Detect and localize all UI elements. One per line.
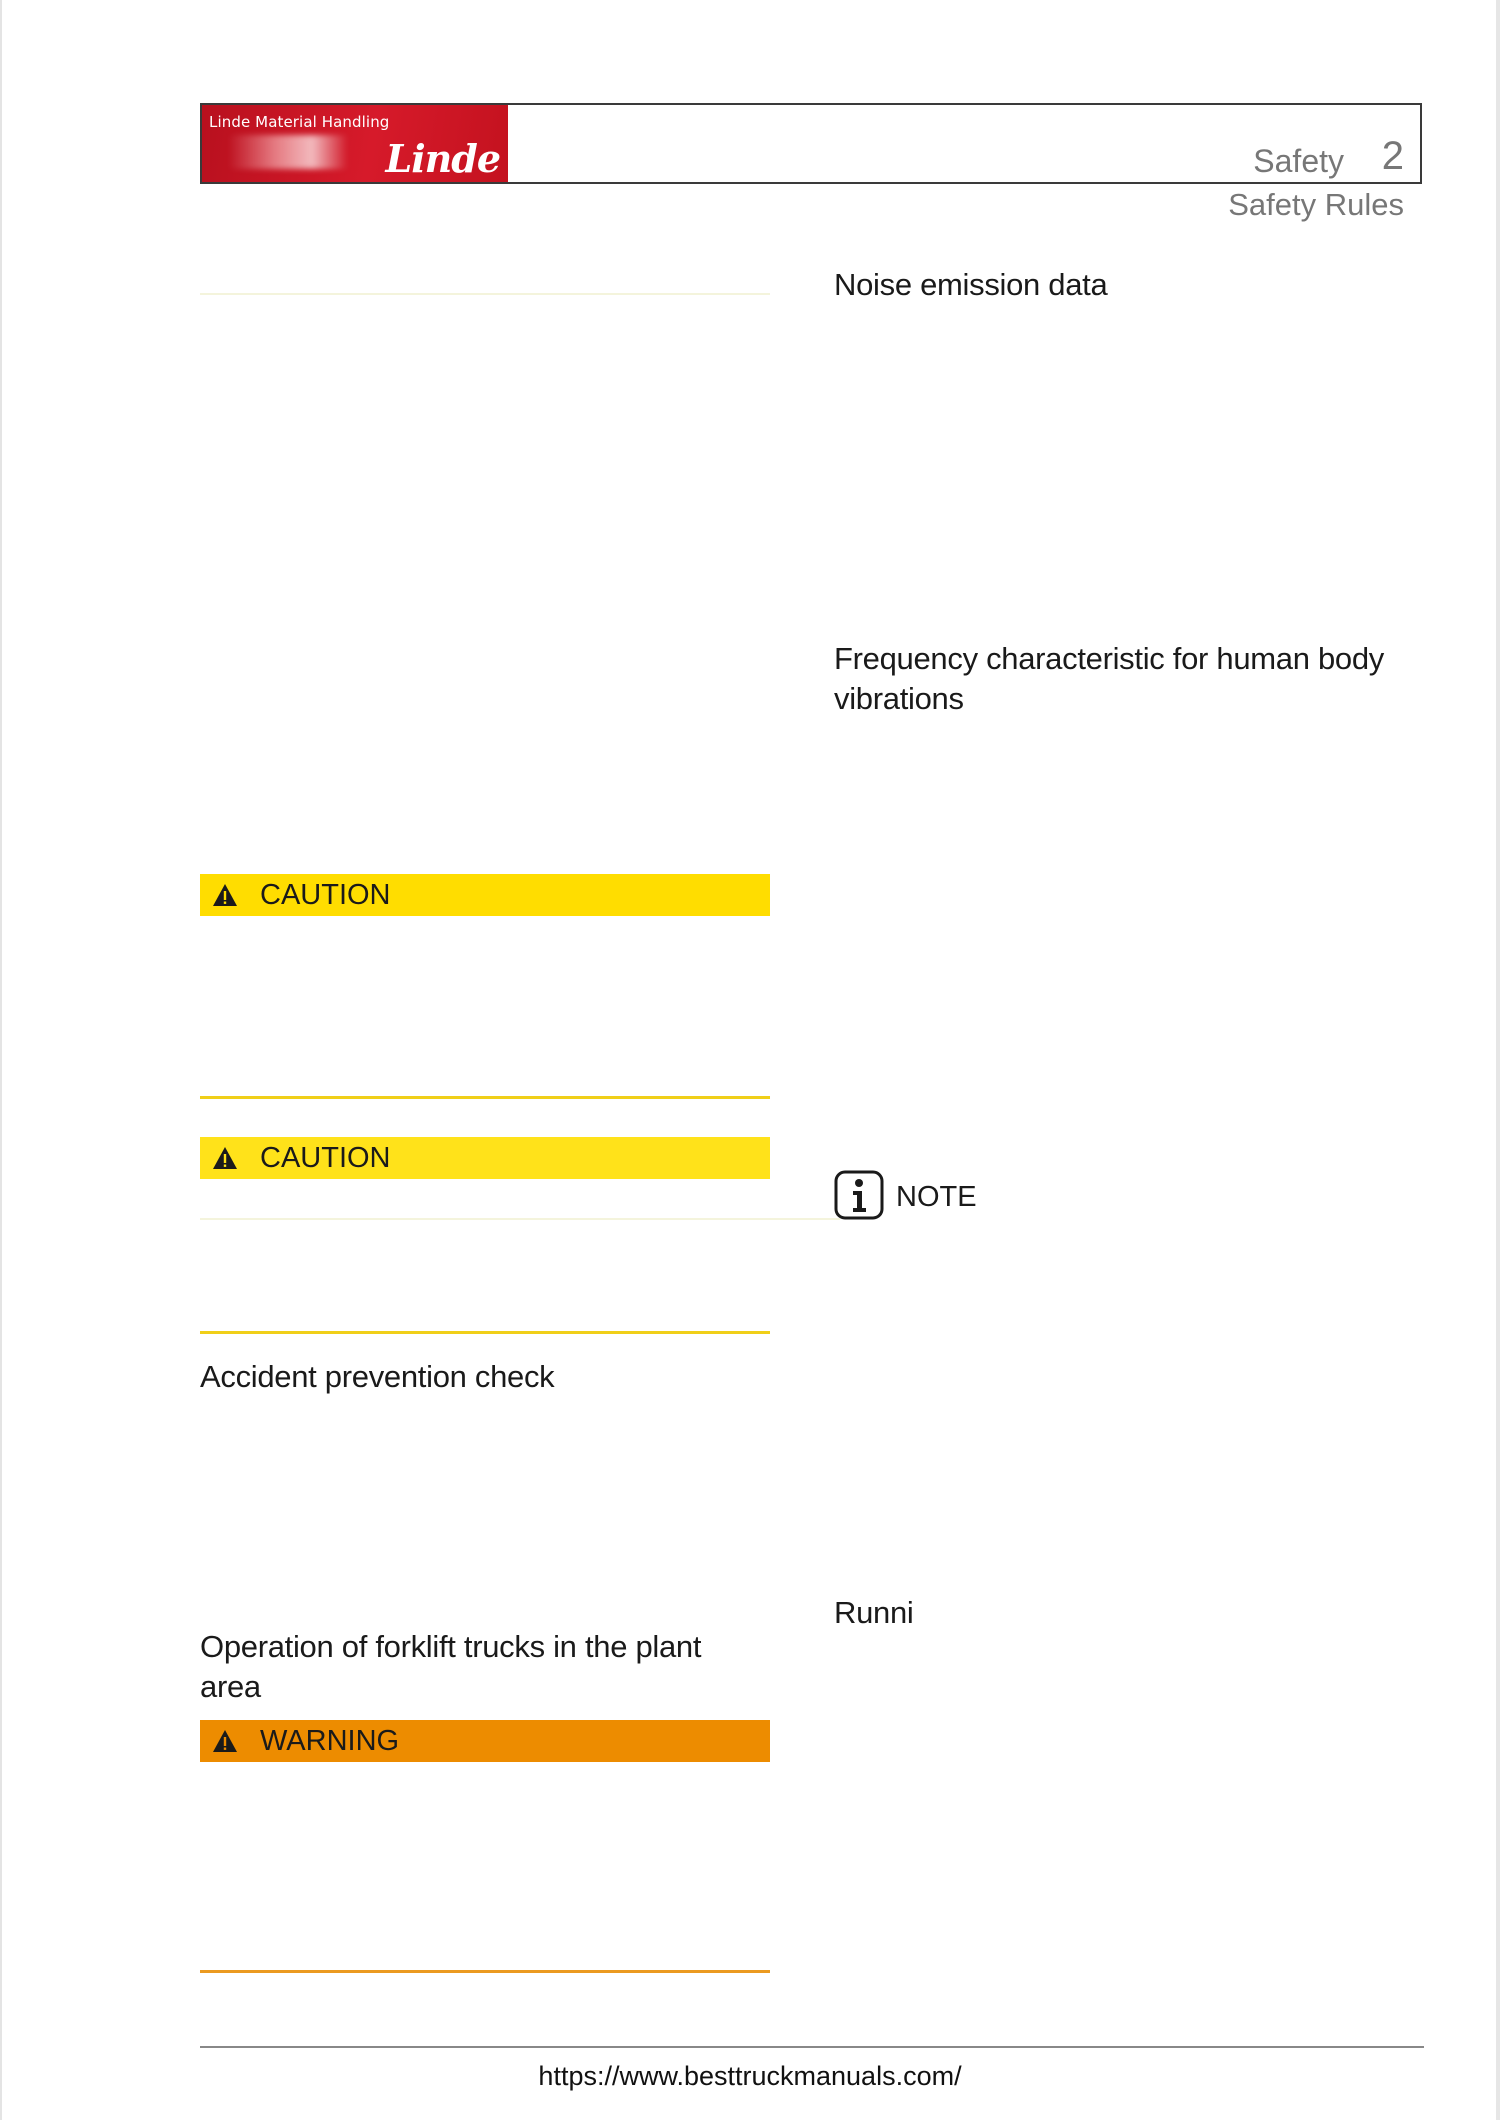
info-icon [834, 1170, 884, 1225]
noise-emission-heading: Noise emission data [834, 267, 1108, 302]
warning-bar [200, 1720, 770, 1762]
faint-rule [200, 293, 770, 295]
caution-end-rule [200, 1096, 770, 1099]
faint-rule [200, 1218, 840, 1220]
section-rule [200, 1331, 770, 1334]
header-subsection: Safety Rules [1228, 187, 1404, 222]
header-chapter-number: 2 [1381, 134, 1404, 178]
page-edge-left [0, 0, 2, 2120]
plant-operation-heading: Operation of forklift trucks in the plant area [200, 1629, 702, 1704]
running-heading: Runni [834, 1595, 914, 1630]
header-section-title: Safety [1253, 143, 1344, 179]
logo-brand-script: Linde [385, 136, 500, 181]
note-callout [834, 1170, 977, 1225]
vibration-heading: Frequency characteristic for human body vibrations [834, 641, 1385, 716]
logo-motion-blur [228, 135, 348, 169]
accident-prevention-heading: Accident prevention check [200, 1359, 555, 1394]
logo-brand-small: Linde Material Handling [209, 113, 390, 131]
footer-rule [200, 2046, 1424, 2048]
warning-triangle-icon [212, 1726, 248, 1756]
warning-triangle-icon [212, 880, 248, 910]
footer-url[interactable]: https://www.besttruckmanuals.com/ [538, 2061, 962, 2091]
caution-bar [200, 1137, 770, 1179]
linde-logo [202, 105, 508, 182]
page-edge-right [1496, 0, 1500, 2120]
page-header [200, 103, 1422, 184]
caution-label: CAUTION [260, 1141, 391, 1174]
caution-label: CAUTION [260, 878, 391, 911]
warning-label: WARNING [260, 1724, 400, 1757]
warning-end-rule [200, 1970, 770, 1973]
warning-triangle-icon [212, 1143, 248, 1173]
caution-bar [200, 874, 770, 916]
note-label: NOTE [896, 1181, 977, 1213]
